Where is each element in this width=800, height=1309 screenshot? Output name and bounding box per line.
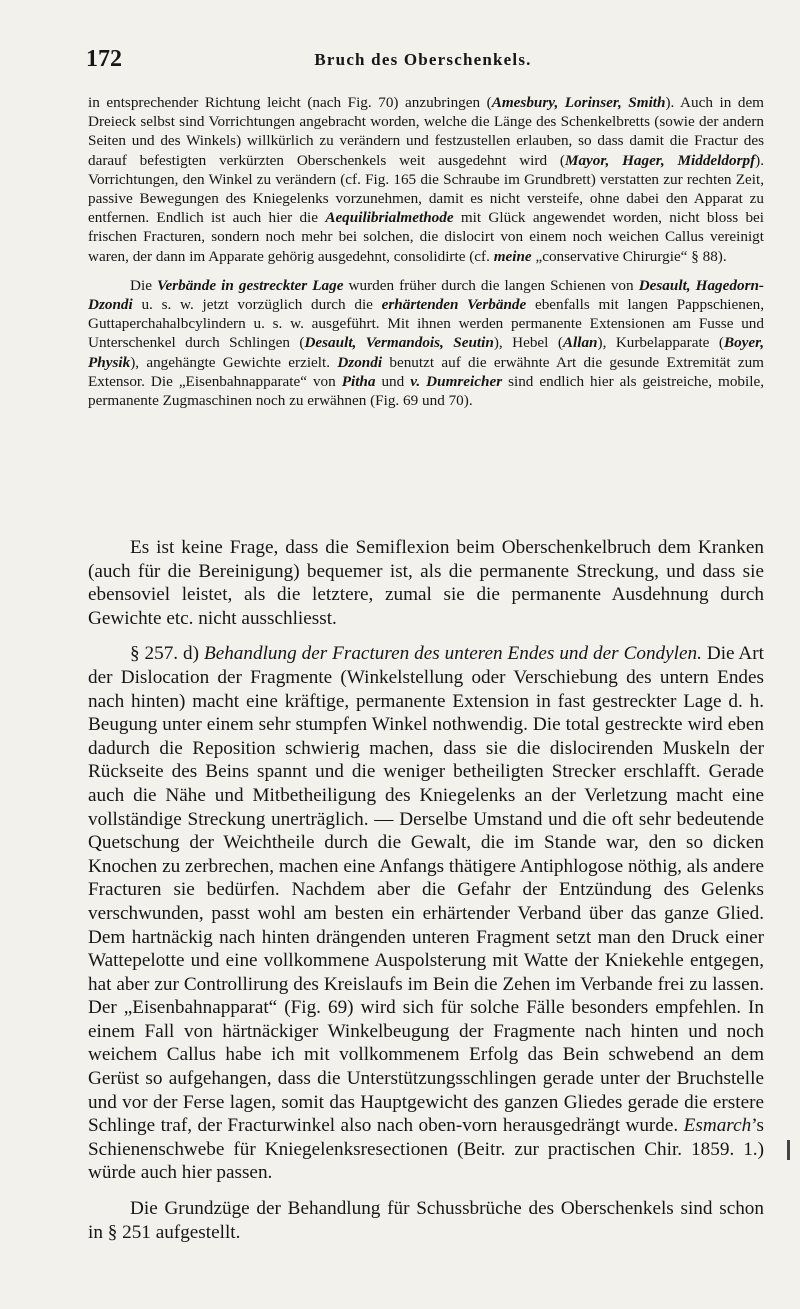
text-run: u. s. w. jetzt vorzüglich durch die: [132, 296, 382, 314]
emphasized-text: erhärtenden Verbände: [381, 296, 527, 314]
text-run: mit Glück angewendet worden, nicht bloss bei frischen Fracturen, sondern noch mehr bei solchen, die dislocirt von einem noch weichen Callus vereinigt waren, der dann im Apparate gehörig ausgedehnt, consolidirte (cf.: [88, 209, 765, 265]
emphasized-text: Boyer, Physik: [88, 334, 765, 371]
emphasized-text: Desault, Vermandois, Seutin: [304, 334, 494, 352]
text-run: in entsprechender Richtung leicht (nach Fig. 70) anzubringen (: [88, 94, 492, 111]
page-header: [86, 46, 760, 76]
text-run: ), angehängte Gewichte erzielt.: [130, 353, 338, 371]
emphasized-text: Behandlung der Fracturen des unteren Endes und der Condylen.: [203, 643, 702, 665]
text-run: ), Kurbelapparate (: [597, 334, 724, 352]
emphasized-text: Pitha: [341, 372, 376, 390]
large-paragraph-1: [88, 536, 764, 630]
emphasized-text: Esmarch: [683, 1115, 752, 1137]
emphasized-text: Dzondi: [337, 353, 383, 371]
text-run: § 257. d): [130, 643, 204, 665]
emphasized-text: Amesbury, Lorinser, Smith: [491, 94, 666, 111]
text-run: Die Art der Dislocation der Fragmente (Winkelstellung oder Verschiebung des untern Endes nach hinten) macht eine kräftige, permanente Extension in fast gestreckter Lage d. h. Beugung unter einem sehr stumpfen Winkel nothwendig. Die total gestreckte wird eben dadurch die Reposition schwierig machen, dass sie die dislocirenden Muskeln der Rückseite des Beins spannt und die weniger betheiligten Strecker erschlafft. Gerade auch die Nähe und Mitbetheiligung des Kniegelenks an der Verletzung macht eine vollständige Streckung unerträglich. — Derselbe Umstand und die oft sehr bedeutende Quetschung der Weichtheile durch die Gewalt, die im Stande war, den so dicken Knochen zu zerbrechen, machen eine Anfangs thätigere Antiphlogose nöthig, als andere Fracturen sie bedürfen. Nachdem aber die Gefahr der Entzündung des Gelenks verschwunden, passt wohl am besten ein erhärtender Verband über das ganze Glied. Dem hartnäckig nach hinten drängenden unteren Fragment setzt man den Druck einer Wattepelotte und eine vollkommene Auspolsterung mit Watte der Kniekehle entgegen, hat aber zur Controllirung des Kreislaufs im Bein die Zehen im Verbande frei zu lassen. Der „Eisenbahnapparat“ (Fig. 69) wird sich für solche Fälle besonders empfehlen. In einem Fall von härtnäckiger Winkelbeugung der Fragmente nach hinten und noch weichem Callus habe ich mit vollkommenem Erfolg das Bein schwebend an dem Gerüst so aufgehangen, dass die Unterstützungsschlingen gerade unter der Bruchstelle und vor der Ferse lagen, somit das Hauptgewicht des ganzen Gliedes gerade die erstere Schlinge traf, der Fracturwinkel also nach oben-vorn herausgedrängt wurde.: [88, 643, 764, 1137]
small-paragraph-1: [88, 93, 764, 266]
emphasized-text: Aequilibrialmethode: [325, 209, 454, 227]
main-text-block: [88, 536, 764, 1244]
text-run: sind endlich hier als geistreiche, mobile, permanente Zugmaschinen noch zu erwähnen (Fig. 69 und 70).: [88, 372, 764, 410]
emphasized-text: Mayor, Hager, Middeldorpf: [564, 151, 756, 169]
emphasized-text: meine: [493, 247, 532, 265]
paragraph-gap: [88, 1185, 764, 1197]
emphasized-text: Allan: [562, 334, 598, 352]
emphasized-text: Verbände in gestreckter Lage: [157, 276, 344, 294]
footnote-block: [88, 93, 764, 410]
page-edge-mark: [787, 1140, 790, 1160]
text-run: ebenfalls mit langen Pappschienen, Guttaperchahalbcylindern u. s. w. ausgeführt. Mit ihnen werden permanente Extensionen am Fusse und Unterschenkel durch Schlingen (: [88, 296, 764, 352]
emphasized-text: Desault, Hagedorn-Dzondi: [88, 276, 764, 314]
emphasized-text: v. Dumreicher: [410, 372, 503, 390]
text-run: „conservative Chirurgie“ § 88).: [531, 247, 727, 265]
page-number: 172: [86, 46, 122, 72]
text-run: Die: [130, 276, 157, 294]
paragraph-gap: [88, 266, 764, 276]
small-paragraph-2: [88, 276, 764, 410]
text-run: wurden früher durch die langen Schienen von: [343, 276, 639, 294]
text-run: ). Auch in dem Dreieck selbst sind Vorrichtungen angebracht worden, welche die Länge des Schenkelbretts (sowie der andern Seiten und des Winkels) willkürlich zu verändern und festzustellen erlauben, so dass damit die Fractur des darauf befestigten verkürzten Oberschenkels weit ausgedehnt wird (: [88, 94, 764, 169]
text-run: Es ist keine Frage, dass die Semiflexion beim Oberschenkelbruch dem Kranken (auch für die Bereinigung) bequemer ist, als die permanente Streckung, und dass sie ebensoviel leistet, als die letztere, zumal sie die permanente Ausdehnung durch Gewichte etc. nicht ausschliesst.: [88, 537, 764, 629]
text-run: und: [375, 372, 411, 390]
text-run: ). Vorrichtungen, den Winkel zu verändern (cf. Fig. 165 die Schraube im Grundbrett) verstatten zur rechten Zeit, passive Bewegungen des Kniegelenks vorzunehmen, damit es nicht versteife, ohne dabei den Apparat zu entfernen. Endlich ist auch hier die: [88, 151, 764, 227]
text-run: ), Hebel (: [493, 334, 563, 352]
large-paragraph-3: [88, 1197, 764, 1244]
text-run: ’s Schienenschwebe für Kniegelenksresectionen (Beitr. zur practischen Chir. 1859. 1.) würde auch hier passen.: [88, 1115, 764, 1184]
running-head: Bruch des Oberschenkels.: [314, 50, 532, 69]
paragraph-gap: [88, 630, 764, 642]
text-run: benutzt auf die erwähnte Art die gesunde Extremität zum Extensor. Die „Eisenbahnapparate“ von: [88, 353, 764, 390]
section-257-paragraph: [88, 642, 764, 1185]
text-run: Die Grundzüge der Behandlung für Schussbrüche des Oberschenkels sind schon in § 251 aufgestellt.: [88, 1198, 764, 1243]
